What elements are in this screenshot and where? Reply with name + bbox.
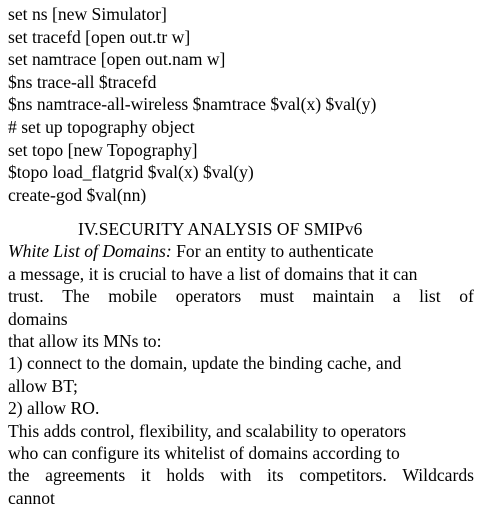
paragraph-line: that allow its MNs to: — [8, 330, 162, 351]
code-line: $topo load_flatgrid $val(x) $val(y) — [8, 162, 254, 183]
paragraph-white-list — [8, 240, 477, 509]
paragraph-line: domains — [8, 308, 68, 329]
paragraph-line: This adds control, flexibility, and scalability to operators — [8, 420, 407, 441]
word: maintain — [312, 286, 375, 307]
word: with — [220, 465, 252, 486]
code-line: set ns [new Simulator] — [8, 4, 167, 24]
word: mobile — [108, 286, 158, 307]
word: Wildcards — [402, 465, 474, 486]
spacer — [8, 206, 477, 219]
word: list — [419, 286, 441, 307]
code-line: # set up topography object — [8, 116, 195, 137]
word: the — [8, 465, 30, 486]
run-in-heading: White List of Domains: — [8, 241, 172, 262]
code-line: $ns trace-all $tracefd — [8, 71, 157, 92]
section-heading: IV.SECURITY ANALYSIS OF SMIPv6 — [78, 219, 363, 240]
paragraph-line: a message, it is crucial to have a list of domains that it can — [8, 263, 418, 284]
word: must — [259, 286, 294, 307]
word: trust. — [8, 286, 44, 307]
word: it — [140, 465, 151, 486]
paragraph-text: For an entity to authenticate — [171, 241, 374, 262]
word: agreements — [45, 465, 126, 486]
paragraph-line: 1) connect to the domain, update the binding cache, and — [8, 353, 402, 374]
code-line: $ns namtrace-all-wireless $namtrace $val(x) $val(y) — [8, 94, 377, 115]
code-line: set namtrace [open out.nam w] — [8, 49, 226, 70]
paragraph-line: cannot — [8, 487, 55, 508]
word: competitors. — [299, 465, 387, 486]
paragraph-line-justified — [8, 464, 474, 486]
paragraph-line — [8, 240, 477, 262]
code-line: set topo [new Topography] — [8, 139, 198, 160]
word: its — [267, 465, 284, 486]
code-line: create-god $val(nn) — [8, 184, 147, 205]
word: a — [392, 286, 401, 307]
tcl-code-block — [8, 3, 477, 206]
paragraph-line: 2) allow RO. — [8, 398, 100, 419]
paragraph-line: allow BT; — [8, 375, 78, 396]
paragraph-line: who can configure its whitelist of domains according to — [8, 443, 400, 463]
word: operators — [175, 286, 242, 307]
word: holds — [166, 465, 205, 486]
word: The — [62, 286, 90, 307]
code-line: set tracefd [open out.tr w] — [8, 26, 191, 47]
paragraph-line-justified — [8, 285, 474, 307]
word: of — [459, 286, 474, 307]
